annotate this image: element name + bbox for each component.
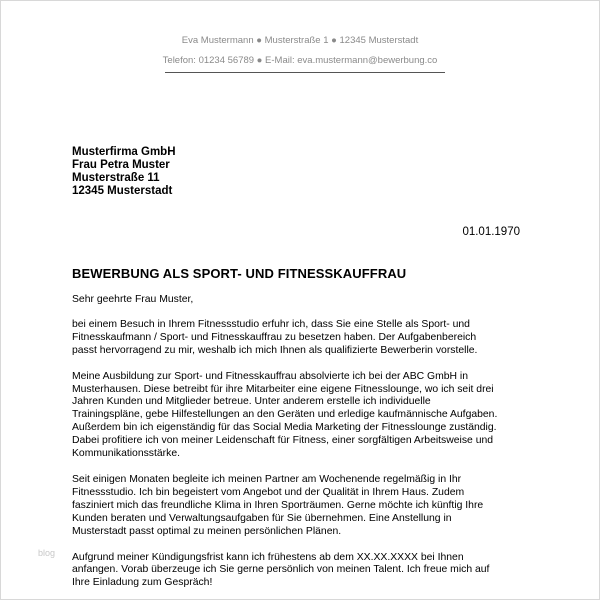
text-line: Musterstadt passt optimal zu meinen persönlichen Plänen. (72, 525, 342, 537)
text-line: Kommunikationsstärke. (72, 448, 180, 460)
recipient-company: Musterfirma GmbH (72, 146, 176, 158)
sender-address: Eva Mustermann ● Musterstraße 1 ● 12345 Musterstadt (181, 35, 419, 46)
text-line: passt hervorragend zu mir, weshalb ich mich Ihnen als qualifizierte Bewerberin vorstelle. (72, 344, 478, 356)
text-line: anfangen. Vorab überzeuge ich Sie gerne persönlich von meinen Talent. Ich freue mich auf (72, 564, 490, 576)
text-line: Jahren Kunden und Mitglieder betreue. Unter anderem erstelle ich individuelle (72, 396, 431, 408)
text-line: Ihre Einladung zum Gespräch! (72, 577, 213, 589)
text-line: Aufgrund meiner Kündigungsfrist kann ich frühestens ab dem XX.XX.XXXX bei Ihnen (72, 551, 464, 563)
paragraph-2 (72, 371, 542, 461)
recipient-street: Musterstraße 11 (72, 172, 160, 184)
text-line: Musterhausen. Diese betreibt für ihre Mitarbeiter eine eigene Fitnesslounge, wo ich seit drei (72, 383, 494, 395)
paragraph-1 (72, 319, 542, 358)
text-line: bei einem Besuch in Ihrem Fitnessstudio erfuhr ich, dass Sie eine Stelle als Sport- und (72, 318, 470, 330)
paragraph-3 (72, 474, 542, 539)
text-line: Trainingspläne, gebe Hilfestellungen an den Geräten und erledige kaufmännische Aufgaben. (72, 409, 498, 421)
text-line: Meine Ausbildung zur Sport- und Fitnesskauffrau absolvierte ich bei der ABC GmbH in (72, 370, 469, 382)
text-line: Dabei profitiere ich von meiner Leidenschaft für Fitness, einer sorgfältigen Arbeitsweise und (72, 435, 494, 447)
letter-subject: BEWERBUNG ALS SPORT- UND FITNESSKAUFFRAU (72, 266, 407, 281)
watermark: blog (38, 548, 56, 558)
paragraph-4 (72, 552, 542, 591)
sender-contact: Telefon: 01234 56789 ● E-Mail: eva.mustermann@bewerbung.co (162, 55, 438, 66)
text-line: Fitnesskaufmann / Sport- und Fitnesskauffrau zu besetzen haben. Der Aufgabenbereich (72, 331, 477, 343)
recipient-person: Frau Petra Muster (72, 159, 170, 171)
text-line: fasziniert mich das freundliche Klima in Ihren Sporträumen. Gerne möchte ich künftig Ihre (72, 499, 484, 511)
text-line: Seit einigen Monaten begleite ich meinen Partner am Wochenende regelmäßig in Ihr (72, 473, 462, 485)
recipient-city: 12345 Musterstadt (72, 185, 173, 197)
letter-body (72, 294, 542, 603)
text-line: Fitnessstudio. Ich bin begeistert vom Angebot und der Qualität in Ihrem Haus. Zudem (72, 486, 465, 498)
recipient-block (72, 146, 176, 198)
letter-date: 01.01.1970 (462, 226, 520, 238)
header-divider (165, 72, 445, 73)
sender-block (0, 34, 600, 68)
text-line: Kunden beraten und Verwaltungsaufgaben für Sie übernehmen. Eine Anstellung in (72, 512, 452, 524)
text-line: Außerdem bin ich eigenständig für das Social Media Marketing der Fitnesslounge zuständig. (72, 422, 497, 434)
greeting: Sehr geehrte Frau Muster, (72, 294, 194, 305)
